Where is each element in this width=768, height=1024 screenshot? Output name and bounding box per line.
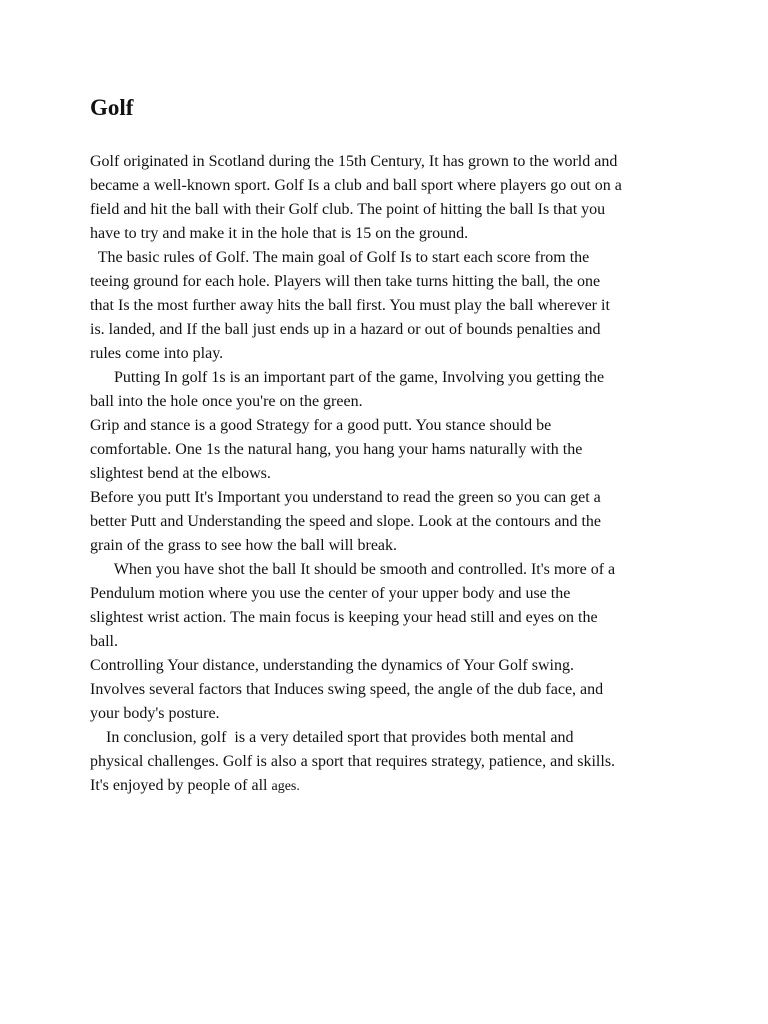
text-line: field and hit the ball with their Golf club. The point of hitting the ball Is that you <box>90 201 606 218</box>
text-line: Before you putt It's Important you understand to read the green so you can get a <box>90 489 601 506</box>
text-line: Putting In golf 1s is an important part of the game, Involving you getting the <box>90 369 605 386</box>
document-title: Golf <box>90 95 134 120</box>
document-body <box>90 150 690 798</box>
text-line: Involves several factors that Induces swing speed, the angle of the dub face, and <box>90 681 604 698</box>
text-line: comfortable. One 1s the natural hang, you hang your hams naturally with the <box>90 441 583 458</box>
text-line: When you have shot the ball It should be smooth and controlled. It's more of a <box>90 561 616 578</box>
text-line: ball. <box>90 633 118 650</box>
text-line: Golf originated in Scotland during the 15th Century, It has grown to the world and <box>90 153 618 170</box>
text-line: grain of the grass to see how the ball will break. <box>90 537 398 554</box>
text-line: teeing ground for each hole. Players will then take turns hitting the ball, the one <box>90 273 601 290</box>
text-line: have to try and make it in the hole that is 15 on the ground. <box>90 225 469 242</box>
text-line: The basic rules of Golf. The main goal of Golf Is to start each score from the <box>90 249 590 266</box>
text-line: ball into the hole once you're on the green. <box>90 393 363 410</box>
text-line: your body's posture. <box>90 705 220 722</box>
text-line: better Putt and Understanding the speed and slope. Look at the contours and the <box>90 513 601 530</box>
text-line: became a well-known sport. Golf Is a club and ball sport where players go out on a <box>90 177 622 194</box>
text-line: physical challenges. Golf is also a sport that requires strategy, patience, and skills. <box>90 753 616 770</box>
text-line-last-main: It's enjoyed by people of all <box>90 777 272 794</box>
text-line: slightest bend at the elbows. <box>90 465 271 482</box>
text-line: that Is the most further away hits the ball first. You must play the ball wherever it <box>90 297 610 314</box>
text-line: Grip and stance is a good Strategy for a good putt. You stance should be <box>90 417 552 434</box>
text-line: rules come into play. <box>90 345 224 362</box>
text-line: Controlling Your distance, understanding the dynamics of Your Golf swing. <box>90 657 574 674</box>
text-line: slightest wrist action. The main focus is keeping your head still and eyes on the <box>90 609 598 626</box>
text-line: is. landed, and If the ball just ends up in a hazard or out of bounds penalties and <box>90 321 601 338</box>
text-line: Pendulum motion where you use the center of your upper body and use the <box>90 585 571 602</box>
text-line-last <box>90 774 690 798</box>
text-line-last-tail: ages. <box>271 779 300 794</box>
text-line: In conclusion, golf is a very detailed sport that provides both mental and <box>90 729 574 746</box>
